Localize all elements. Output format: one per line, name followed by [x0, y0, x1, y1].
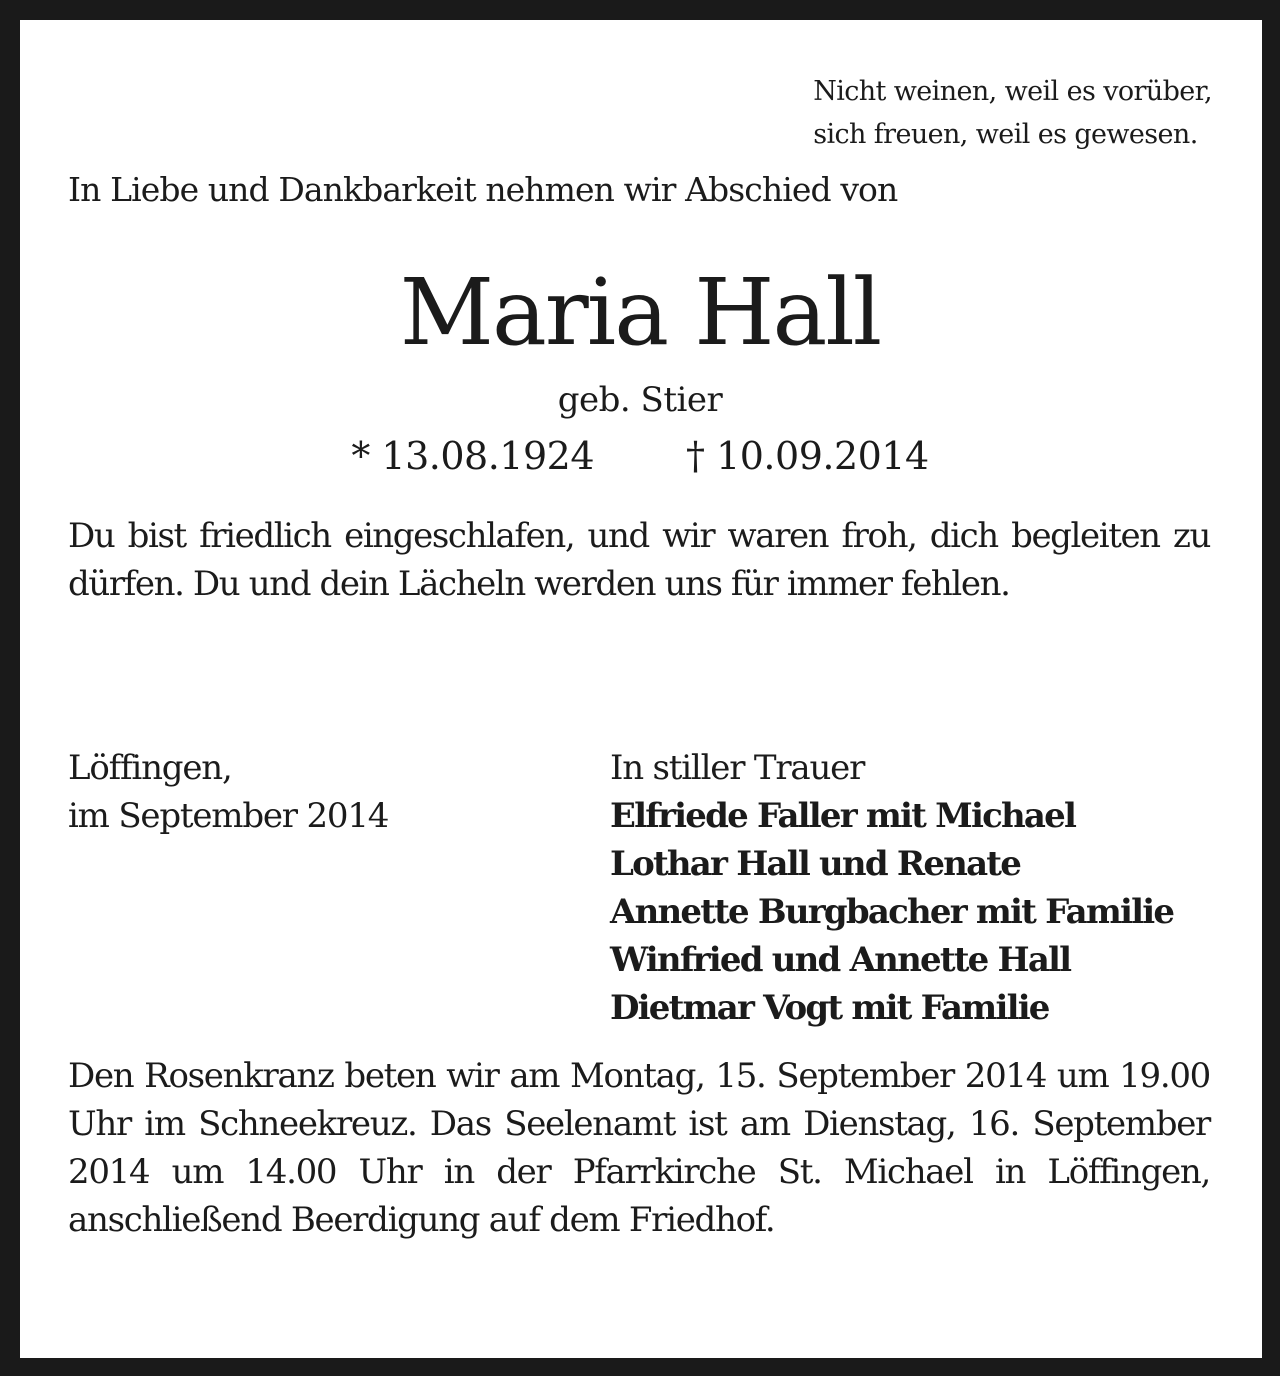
death-date: † 10.09.2014: [686, 434, 929, 478]
memorial-verse: Du bist friedlich eingeschlafen, und wir waren froh, dich begleiten zu dürfen. Du und dein Lächeln werden uns für immer fehlen.: [68, 516, 1210, 604]
mourner-name: Lothar Hall und Renate: [610, 844, 1021, 884]
mourners-list: [610, 744, 1173, 1032]
mourner-name: Elfriede Faller mit Michael: [610, 796, 1076, 836]
mourner-name: Winfried und Annette Hall: [610, 940, 1071, 980]
place-and-date: [68, 744, 388, 840]
mourners-heading: In stiller Trauer: [610, 748, 865, 788]
date-line: im September 2014: [68, 796, 389, 836]
mourner-name: Dietmar Vogt mit Familie: [610, 988, 1049, 1028]
intro-text: In Liebe und Dankbarkeit nehmen wir Abschied von: [68, 170, 898, 209]
place-line: Löffingen,: [68, 748, 232, 788]
motto-quote: [813, 70, 1212, 156]
service-details: Den Rosenkranz beten wir am Montag, 15. September 2014 um 19.00 Uhr im Schneekreuz. Das Seelenamt ist am Dienstag, 16. September 2014 um 14.00 Uhr in der Pfarrkirche St. Michael in Löffingen, anschließend Beerdigung auf dem Friedhof.: [68, 1056, 1210, 1240]
motto-line: Nicht weinen, weil es vorüber,: [813, 76, 1212, 107]
deceased-name: Maria Hall: [399, 259, 881, 366]
birth-name: geb. Stier: [557, 380, 723, 420]
mourner-name: Annette Burgbacher mit Familie: [610, 892, 1174, 932]
life-dates: [0, 434, 1280, 478]
birth-date: * 13.08.1924: [351, 434, 594, 478]
motto-line: sich freuen, weil es gewesen.: [813, 119, 1198, 150]
